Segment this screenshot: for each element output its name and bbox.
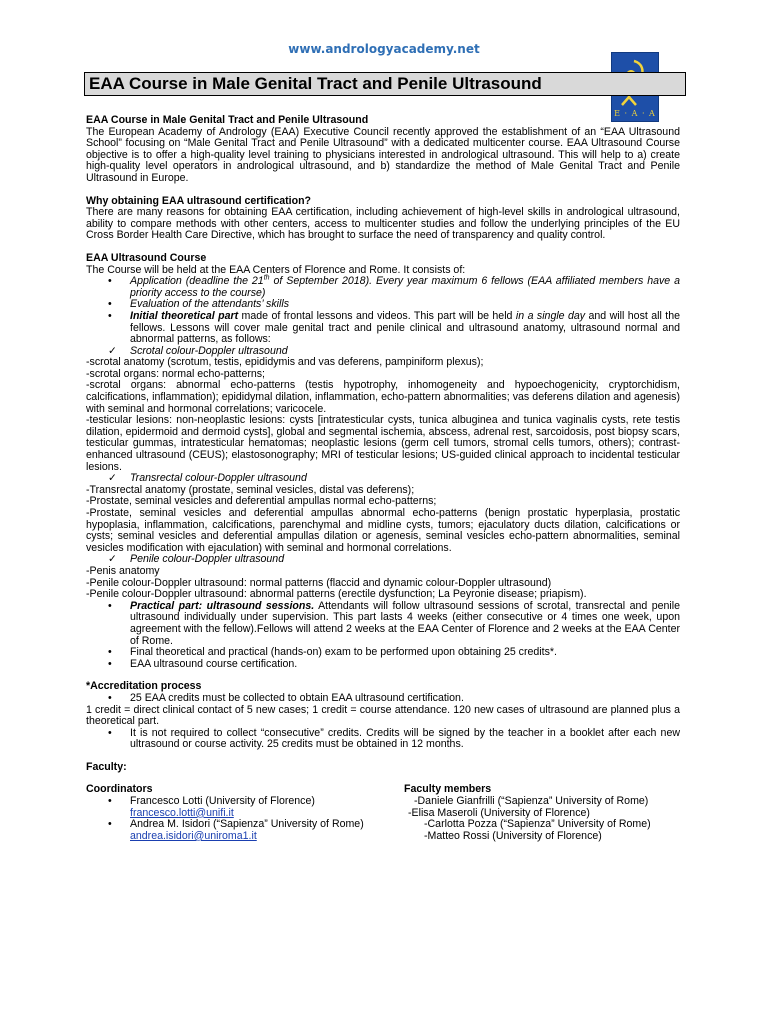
- logo-text: E · A · A: [614, 109, 656, 118]
- penile-section: ✓ Penile colour-Doppler ultrasound: [108, 553, 285, 566]
- faculty-member: -Matteo Rossi (University of Florence): [424, 829, 602, 842]
- checkmark-icon: ✓: [108, 553, 117, 566]
- bullet-icon: •: [108, 657, 112, 670]
- transrectal-line: -Prostate, seminal vesicles and deferential ampullas abnormal echo-patterns (benign prostatic hyperplasia, prostatic hypoplasia, inflammation, calcifications, parenchymal and midline cysts, tumors; ejaculatory ducts dilation, calcifications or cysts; seminal vesicles and deferential ampullas dilation or agenesis, seminal vesicles echo-pattern abnormalities, seminal vesicles modification with ejaculation) with seminal and hormonal correlations.: [86, 507, 680, 554]
- bullet-icon: •: [108, 599, 112, 612]
- coordinator-name: Andrea M. Isidori (“Sapienza” University of Rome): [130, 818, 364, 831]
- penile-line: -Penis anatomy: [86, 564, 160, 577]
- penile-line: -Penile colour-Doppler ultrasound: normal patterns (flaccid and dynamic colour-Doppler ultrasound): [86, 576, 552, 589]
- website-url[interactable]: www.andrologyacademy.net: [288, 42, 480, 56]
- page-title: EAA Course in Male Genital Tract and Penile Ultrasound: [89, 74, 542, 93]
- bullet-icon: •: [108, 646, 112, 659]
- faculty-member: -Daniele Gianfrilli (“Sapienza” University of Rome): [414, 795, 649, 808]
- accreditation-heading: *Accreditation process: [86, 680, 202, 693]
- faculty-heading: Faculty:: [86, 760, 127, 773]
- bullet-icon: •: [108, 309, 112, 322]
- bullet-icon: •: [108, 275, 112, 288]
- bullet-icon: •: [108, 298, 112, 311]
- list-item-certification: • EAA ultrasound course certification.: [108, 657, 298, 670]
- coordinator-name: Francesco Lotti (University of Florence): [130, 795, 315, 808]
- bullet-icon: •: [108, 818, 112, 831]
- bullet-icon: •: [108, 691, 112, 704]
- transrectal-line: -Prostate, seminal vesicles and deferential ampullas normal echo-patterns;: [86, 495, 437, 508]
- coordinators-column: [86, 784, 404, 842]
- scrotal-line: -scrotal organs: normal echo-patterns;: [86, 367, 265, 380]
- faculty-member: -Elisa Maseroli (University of Florence): [408, 806, 590, 819]
- coordinator-email-link[interactable]: francesco.lotti@unifi.it: [130, 806, 234, 819]
- members-column: [404, 784, 680, 842]
- list-item-exam: • Final theoretical and practical (hands-on) exam to be performed upon obtaining 25 credits*.: [108, 646, 557, 659]
- list-item-practical: • Practical part: ultrasound sessions. Attendants will follow ultrasound sessions of scrotal, transrectal and penile ultrasound individually under supervision. This part lasts 4 weeks (either consecutive or 4 times one week, upon agreement with the fellow).Fellows will attend 2 weeks at the EAA Center of Florence and 2 weeks at the EAA Center of Rome.: [108, 599, 681, 647]
- why-heading: Why obtaining EAA ultrasound certification?: [86, 194, 312, 207]
- why-paragraph: There are many reasons for obtaining EAA certification, including achievement of high-level skills in andrological ultrasound, ability to compare methods with other centers, access to multicenter studies and follow the underlying principles of the EU Cross Border Health Care Directive, which has brought to surface the need of transparency and quality control.: [86, 206, 680, 242]
- document-body: [86, 115, 680, 842]
- faculty-columns: [86, 784, 680, 842]
- list-item-application: • Application (deadline the 21th of September 2018). Every year maximum 6 fellows (EAA affiliated members have a priority access to the course): [108, 274, 680, 299]
- coordinator-entry: [86, 796, 404, 819]
- course-heading: EAA Ultrasound Course: [86, 251, 207, 264]
- list-item-evaluation: • Evaluation of the attendants’ skills: [108, 298, 290, 311]
- coordinator-email-link[interactable]: andrea.isidori@uniroma1.it: [130, 829, 257, 842]
- transrectal-line: -Transrectal anatomy (prostate, seminal vesicles, distal vas deferens);: [86, 483, 415, 496]
- scrotal-line: -scrotal anatomy (scrotum, testis, epididymis and vas deferens, pampiniform plexus);: [86, 356, 484, 369]
- penile-line: -Penile colour-Doppler ultrasound: abnormal patterns (erectile dysfunction; La Peyronie disease; priapism).: [86, 588, 587, 601]
- bullet-icon: •: [108, 726, 112, 739]
- intro-paragraph: The European Academy of Andrology (EAA) Executive Council recently approved the establishment of an “EAA Ultrasound School” focusing on “Male Genital Tract and Penile Ultrasound” with a dedicated multicenter course. EAA Ultrasound Course objective is to offer a high-quality level training to physicians interested in andrological ultrasound. This will help to a) create high-quality level operators in andrological ultrasound, and b) standardize the method of Male Genital Tract and Penile Ultrasound in Europe.: [86, 125, 680, 184]
- list-item-theory: • Initial theoretical part made of frontal lessons and videos. This part will be held in a single day and will host all the fellows. Lessons will cover male genital tract and penile clinical and ultrasound anatomy, ultrasound normal and abnormal patterns, as follows:: [108, 309, 681, 346]
- course-intro: The Course will be held at the EAA Centers of Florence and Rome. It consists of:: [86, 263, 466, 276]
- title-box: [84, 72, 686, 96]
- accreditation-detail: 1 credit = direct clinical contact of 5 new cases; 1 credit = course attendance. 120 new cases of ultrasound are planned plus a theoretical part.: [86, 703, 680, 728]
- scrotal-line: -scrotal organs: abnormal echo-patterns (testis hypotrophy, inhomogeneity and hypoechogenicity, cryptorchidism, calcifications, inflammation); epididymal dilation, inflammation, echo-pattern abnormalities; vas deferens dilation and agenesis) with seminal and hormonal correlations; varicocele.: [86, 379, 680, 415]
- checkmark-icon: ✓: [108, 472, 117, 485]
- checkmark-icon: ✓: [108, 344, 117, 357]
- scrotal-section: ✓ Scrotal colour-Doppler ultrasound: [108, 344, 288, 357]
- scrotal-line: -testicular lesions: non-neoplastic lesions: cysts [intratesticular cysts, tunica albuginea and tunica vaginalis cysts, rete testis dilation, epidermoid and dermoid cysts], global and segmental ischemia, abscess, adrenal rest, sarcoidosis, post biopsy scars, testicular gummas, intratesticular hematomas; neoplastic lesions (germ cell tumors, stromal cells tumors, others); contrast-enhanced ultrasound (CEUS); elastosonography; MRI of testicular lesions; US-guided clinical approach to incidental testicular lesions.: [86, 414, 680, 473]
- bullet-icon: •: [108, 795, 112, 808]
- coordinators-heading: Coordinators: [86, 783, 153, 796]
- transrectal-section: ✓ Transrectal colour-Doppler ultrasound: [108, 472, 307, 485]
- faculty-member: -Carlotta Pozza (“Sapienza” University of Rome): [424, 818, 651, 831]
- accreditation-item: • 25 EAA credits must be collected to obtain EAA ultrasound certification.: [108, 691, 464, 704]
- members-heading: Faculty members: [404, 783, 492, 796]
- coordinator-entry: [86, 819, 404, 842]
- accreditation-item: • It is not required to collect “consecutive” credits. Credits will be signed by the teacher in a booklet after each new ultrasound or course activity. 25 credits must be obtained in 12 months.: [108, 726, 680, 751]
- intro-heading: EAA Course in Male Genital Tract and Penile Ultrasound: [86, 114, 369, 126]
